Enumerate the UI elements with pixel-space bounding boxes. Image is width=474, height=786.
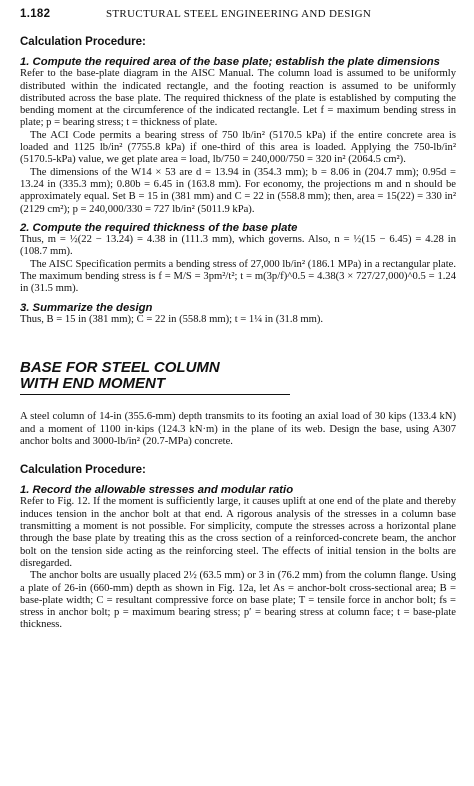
running-head: STRUCTURAL STEEL ENGINEERING AND DESIGN [106,8,372,20]
step3-paragraph: Thus, B = 15 in (381 mm); C = 22 in (558.8 mm); t = 1¼ in (31.8 mm). [20,313,324,325]
step3-heading: 3. Summarize the design [20,301,153,314]
step1-paragraph: The ACI Code permits a bearing stress of 750 lb/in² (5170.5 kPa) if the entire concrete area is loaded and 1125 lb/in² (7755.8 kPa) if one-third of this area is loaded. Applying the 750-lb/in² (5170.5-kPa) value, we get plate area = load, lb/750 = 240,000/750 = 320 in² (2064.5 cm²). [20,129,456,166]
step2-heading: 2. Compute the required thickness of the base plate [20,221,298,234]
page-header [20,8,456,26]
calculation-procedure-heading: Calculation Procedure: [20,464,146,477]
step1-paragraph: The dimensions of the W14 × 53 are d = 13.94 in (354.3 mm); b = 8.06 in (204.7 mm); 0.95d = 13.24 in (335.3 mm); 0.80b = 6.45 in (163.8 mm). For economy, the projections m and n should be approximately equal. Set B = 15 in (381 mm) and C = 22 in (558.8 mm); then, area = 15(22) = 330 in² (2129 cm²); p = 240,000/330 = 727 lb/in² (5011.9 kPa). [20,166,456,215]
section-title [20,360,456,392]
step2-paragraph: The AISC Specification permits a bending stress of 27,000 lb/in² (186.1 MPa) in a rectangular plate. The maximum bending stress is f = M/S = 3pm²/t²; t = m(3p/f)^0.5 = 4.38(3 × 727/27,000)^0.5 = 1.24 in (31.5 mm). [20,258,456,295]
step1-paragraph: The anchor bolts are usually placed 2½ (63.5 mm) or 3 in (76.2 mm) from the column flange. Using a plate of 26-in (660-mm) depth as shown in Fig. 12a, let As = anchor-bolt cross-sectional area; B = base-plate width; C = resultant compressive force on base plate; T = tensile force in anchor bolt; fs = stress in anchor bolt; p = maximum bearing stress; p′ = bearing stress at column face; t = base-plate thickness. [20,570,456,631]
step1-heading: 1. Compute the required area of the base plate; establish the plate dimensions [20,56,440,68]
section-title-line: BASE FOR STEEL COLUMN [20,359,220,377]
step2-paragraph: Thus, m = ½(22 − 13.24) = 4.38 in (111.3 mm), which governs. Also, n = ½(15 − 6.45) = 4.28 in (108.7 mm). [20,234,456,258]
document-page [20,8,456,632]
section-title-line: WITH END MOMENT [20,375,165,393]
calculation-procedure-heading: Calculation Procedure: [20,36,146,48]
problem-statement: A steel column of 14-in (355.6-mm) depth transmits to its footing an axial load of 30 kips (133.4 kN) and a moment of 1100 in·kips (124.3 kN·m) in the plane of its web. Design the base, using A307 anchor bolts and 3000-lb/in² (20.7-MPa) concrete. [20,411,456,447]
step1-paragraph: Refer to Fig. 12. If the moment is sufficiently large, it causes uplift at one end of the plate and thereby induces tension in the anchor bolt at that end. A rigorous analysis of the stresses in a column base transmitting a moment is not possible. For simplicity, compute the stresses across a horizontal plane through the base plate by treating this as the cross section of a reinforced-concrete beam, the anchor bolt on the tension side acting as the reinforcing steel. The effects of initial tension in the bolts are disregarded. [20,496,456,569]
page-number: 1.182 [20,8,51,20]
step1-paragraph: Refer to the base-plate diagram in the AISC Manual. The column load is assumed to be uniformly distributed within the indicated rectangle, and the footing reaction is assumed to be uniformly distributed across the base plate. The required thickness of the plate is established by computing the bending moment at the circumference of the indicated rectangle. Let f = maximum bending stress in plate; p = bearing stress; t = thickness of plate. [20,68,456,129]
step1-heading: 1. Record the allowable stresses and modular ratio [20,484,294,497]
